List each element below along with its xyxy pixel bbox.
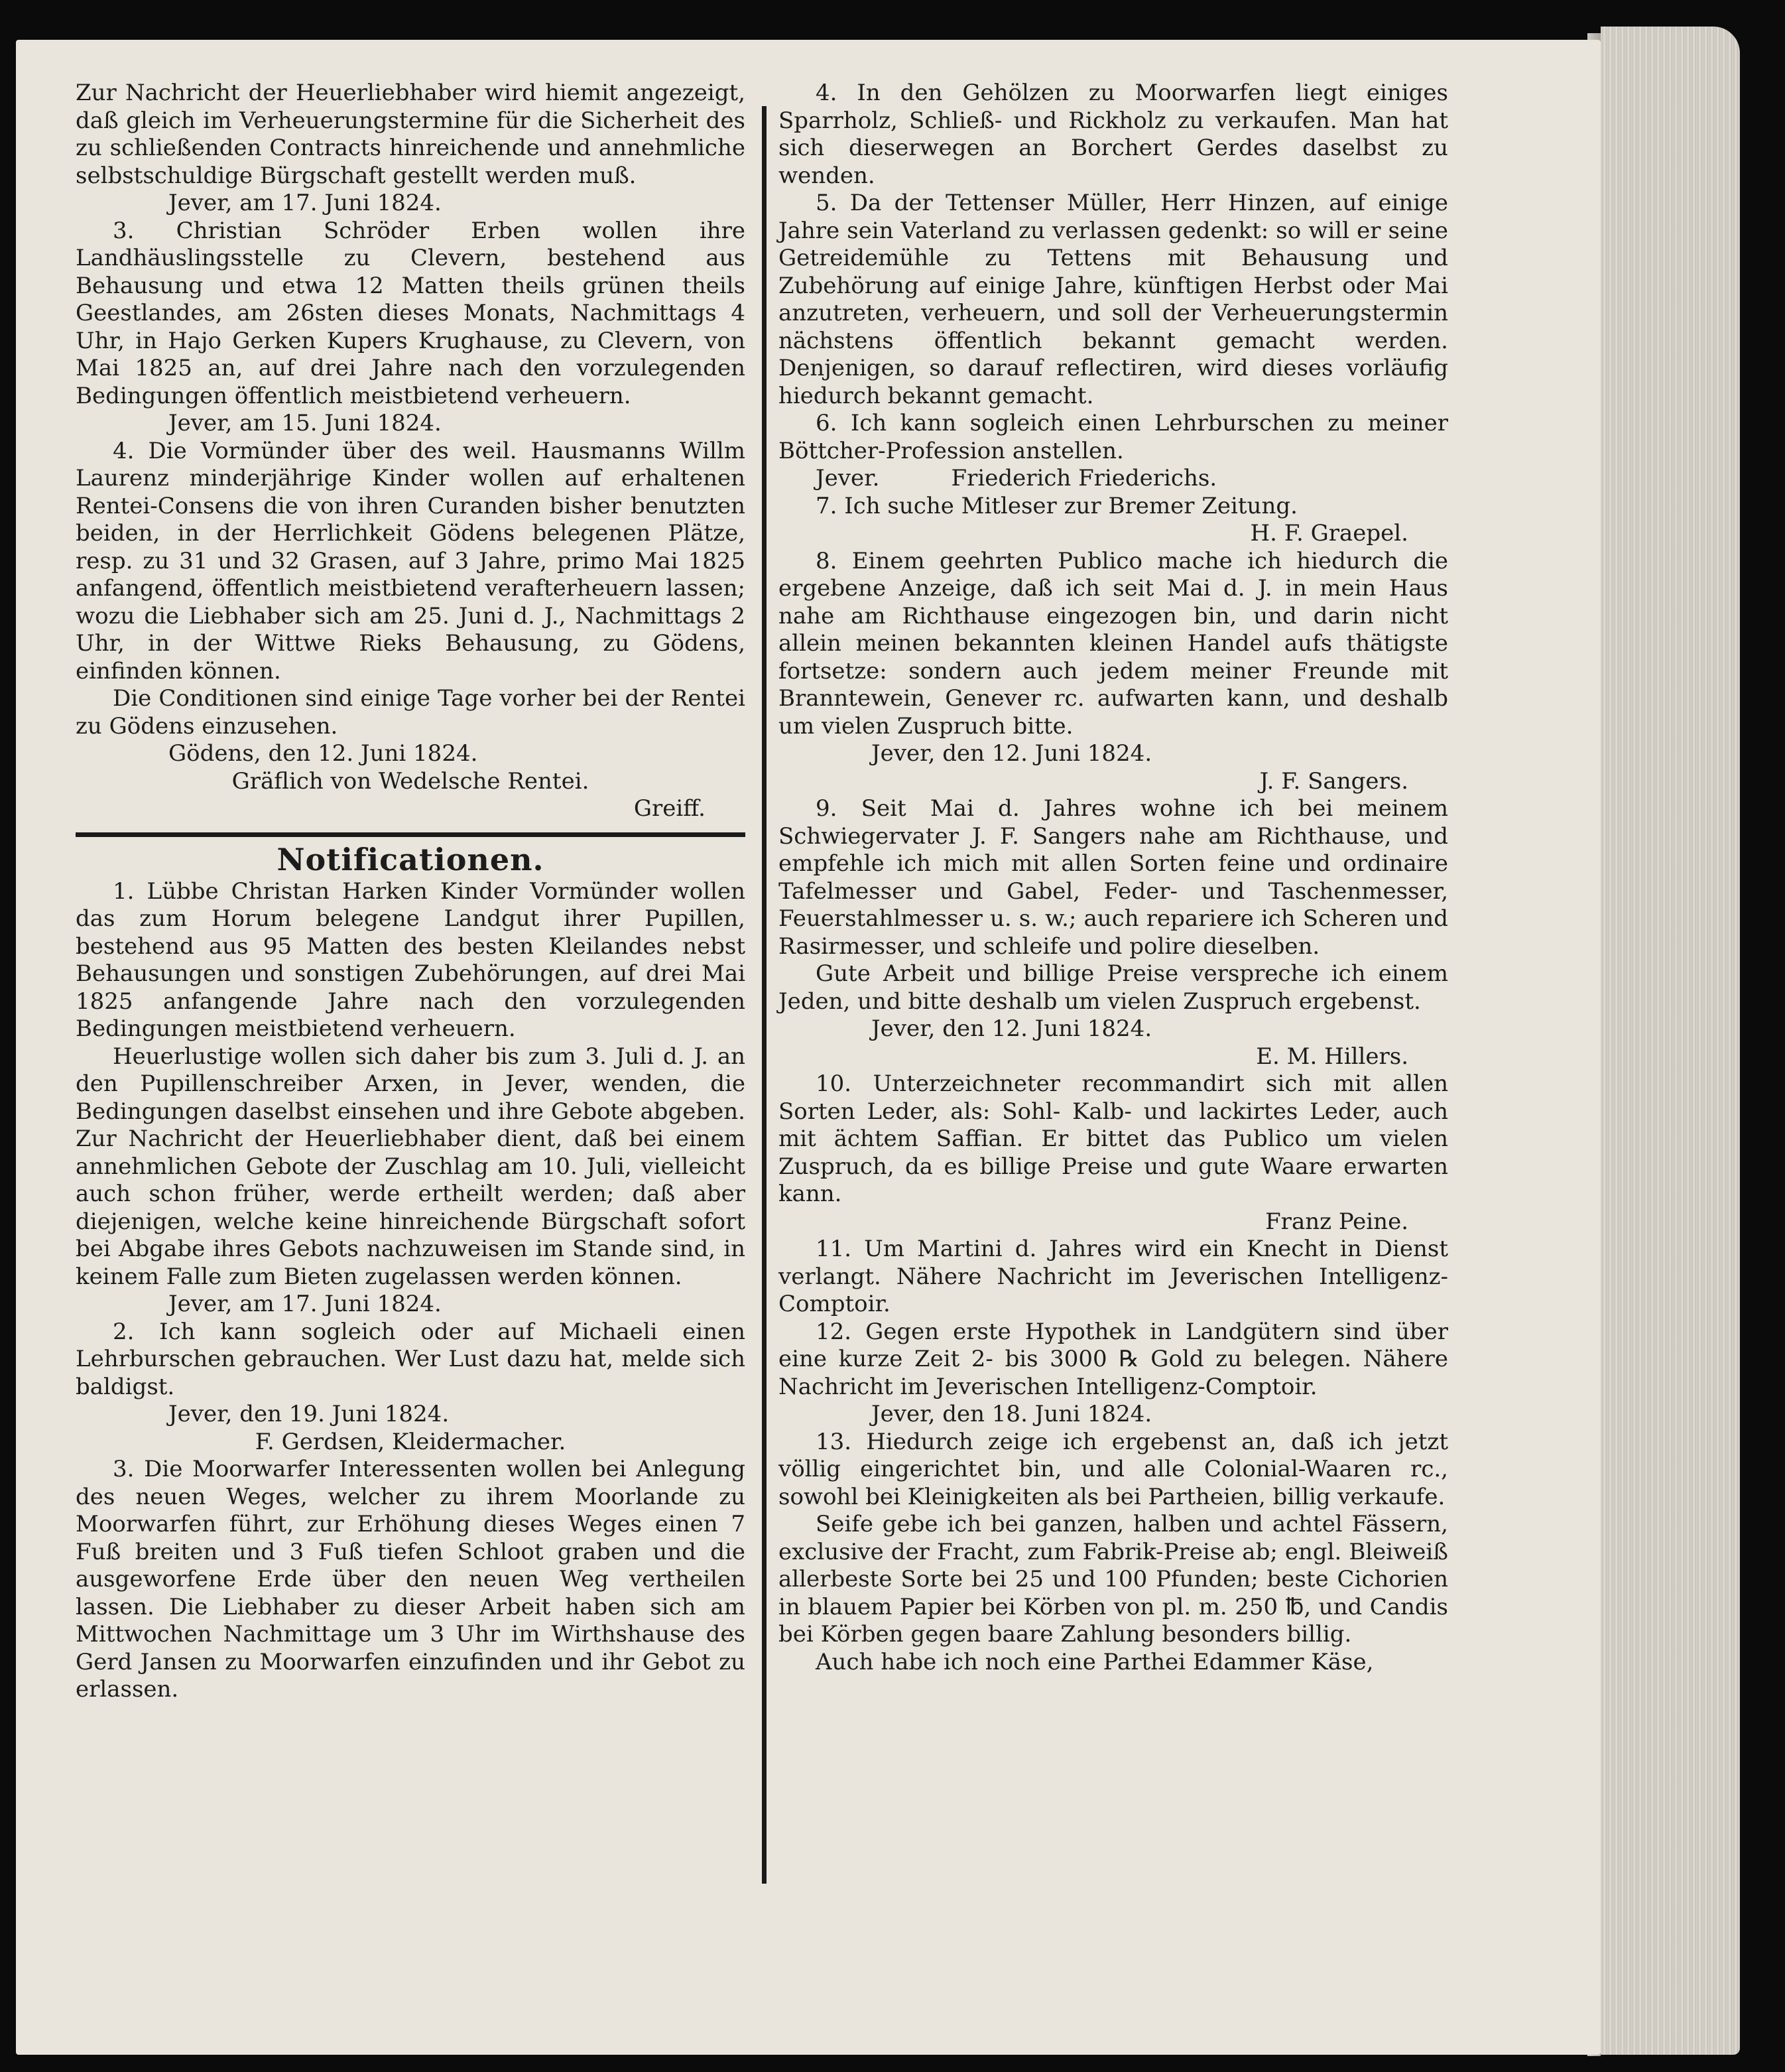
paragraph: 9. Seit Mai d. Jahres wohne ich bei meinem Schwiegervater J. F. Sangers nahe am Richthause, und empfehle ich mich mit allen Sorten feine und ordinaire Tafelmesser und Gabel, Feder- und Taschenmesser, Feuerstahlmesser u. s. w.; auch repariere ich Scheren und Rasirmesser, und schleife und polire dieselben. xyxy=(778,795,1448,960)
date-line: Jever, am 17. Juni 1824. xyxy=(168,190,442,216)
paragraph: Gute Arbeit und billige Preise verspreche ich einem Jeden, und bitte deshalb um vielen Zuspruch ergebenst. xyxy=(778,960,1448,1015)
paragraph: Heuerlustige wollen sich daher bis zum 3. Juli d. J. an den Pupillenschreiber Arxen, in Jever, wenden, die Bedingungen daselbst einsehen und ihre Gebote abgeben. Zur Nachricht der Heuerliebhaber dient, daß bei einem annehmlichen Gebote der Zuschlag am 10. Juli, vielleicht auch schon früher, werde ertheilt werden; daß aber diejenigen, welche keine hinreichende Bürgschaft sofort bei Abgabe ihres Gebots nachzuweisen im Stande sind, in keinem Falle zum Bieten zugelassen werden können. xyxy=(76,1043,745,1290)
paragraph: 11. Um Martini d. Jahres wird ein Knecht in Dienst verlangt. Nähere Nachricht im Jeverischen Intelligenz-Comptoir. xyxy=(778,1236,1448,1317)
signature: Franz Peine. xyxy=(1265,1208,1408,1235)
paragraph: 4. In den Gehölzen zu Moorwarfen liegt einiges Sparrholz, Schließ- und Rickholz zu verkaufen. Man hat sich dieserwegen an Borchert Gerdes daselbst zu wenden. xyxy=(778,80,1448,189)
paragraph: 2. Ich kann sogleich oder auf Michaeli einen Lehrburschen gebrauchen. Wer Lust dazu hat, melde sich baldigst. xyxy=(76,1318,745,1400)
date-line: Gödens, den 12. Juni 1824. xyxy=(168,740,478,767)
signature: Jever. Friederich Friederichs. xyxy=(816,465,1217,491)
column-divider xyxy=(762,106,767,1884)
signature: F. Gerdsen, Kleidermacher. xyxy=(255,1428,566,1455)
paragraph: 6. Ich kann sogleich einen Lehrburschen zu meiner Böttcher-Profession anstellen. xyxy=(778,410,1448,464)
page-edges xyxy=(1601,27,1740,2055)
signature: Gräflich von Wedelsche Rentei. xyxy=(231,767,589,795)
paragraph: 3. Die Moorwarfer Interessenten wollen bei Anlegung des neuen Weges, welcher zu ihrem Moorlande zu Moorwarfen führt, zur Erhöhung dieses Weges einen 7 Fuß breiten und 3 Fuß tiefen Schloot graben und die ausgeworfene Erde über den neuen Weg vertheilen lassen. Die Liebhaber zu dieser Arbeit haben sich am Mittwochen Nachmittage um 3 Uhr im Wirthshause des Gerd Jansen zu Moorwarfen einzufinden und ihr Gebot zu erlassen. xyxy=(76,1456,745,1703)
paragraph: Auch habe ich noch eine Parthei Edammer Käse, xyxy=(816,1648,1374,1675)
section-divider xyxy=(76,832,745,837)
signature: J. F. Sangers. xyxy=(1259,767,1408,795)
paragraph: 12. Gegen erste Hypothek in Landgütern sind über eine kurze Zeit 2- bis 3000 ℞ Gold zu belegen. Nähere Nachricht im Jeverischen Intelligenz-Comptoir. xyxy=(778,1318,1448,1400)
left-column xyxy=(76,80,745,1704)
date-line: Jever, den 12. Juni 1824. xyxy=(871,1015,1152,1042)
date-line: Jever, den 12. Juni 1824. xyxy=(871,740,1152,767)
newspaper-page xyxy=(16,40,1601,2055)
paragraph: 10. Unterzeichneter recommandirt sich mit allen Sorten Leder, als: Sohl- Kalb- und lackirtes Leder, auch mit ächtem Saffian. Er bittet das Publico um vielen Zuspruch, da es billige Preise und gute Waare erwarten kann. xyxy=(778,1070,1448,1207)
paragraph: 3. Christian Schröder Erben wollen ihre Landhäuslingsstelle zu Clevern, bestehend aus Behausung und etwa 12 Matten theils grünen theils Geestlandes, am 26sten dieses Monats, Nachmittags 4 Uhr, in Hajo Gerken Kupers Krughause, zu Clevern, von Mai 1825 an, auf drei Jahre nach den vorzulegenden Bedingungen öffentlich meistbietend verheuern. xyxy=(76,217,745,409)
paragraph: Seife gebe ich bei ganzen, halben und achtel Fässern, exclusive der Fracht, zum Fabrik-Preise ab; engl. Bleiweiß allerbeste Sorte bei 25 und 100 Pfunden; beste Cichorien in blauem Papier bei Körben von pl. m. 250 ℔, und Candis bei Körben gegen baare Zahlung besonders billig. xyxy=(778,1511,1448,1648)
paragraph: 5. Da der Tettenser Müller, Herr Hinzen, auf einige Jahre sein Vaterland zu verlassen gedenkt: so will er seine Getreidemühle zu Tettens mit Behausung und Zubehörung auf einige Jahre, künftigen Herbst oder Mai anzutreten, verheuern, und soll der Verheuerungstermin nächstens öffentlich bekannt gemacht werden. Denjenigen, so darauf reflectiren, wird dieses vorläufig hiedurch bekannt gemacht. xyxy=(778,190,1448,409)
paragraph: 13. Hiedurch zeige ich ergebenst an, daß ich jetzt völlig eingerichtet bin, und alle Colonial-Waaren rc., sowohl bei Kleinigkeiten als bei Partheien, billig verkaufe. xyxy=(778,1428,1448,1510)
paragraph: 7. Ich suche Mitleser zur Bremer Zeitung. xyxy=(816,492,1298,519)
signature: E. M. Hillers. xyxy=(1256,1043,1408,1070)
date-line: Jever, am 17. Juni 1824. xyxy=(168,1291,442,1317)
right-column xyxy=(778,80,1448,1676)
paragraph: 1. Lübbe Christan Harken Kinder Vormünder wollen das zum Horum belegene Landgut ihrer Pupillen, bestehend aus 95 Matten des besten Kleilandes nebst Behausungen und sonstigen Zubehörungen, auf drei Mai 1825 anfangende Jahre nach den vorzulegenden Bedingungen meistbietend verheuern. xyxy=(76,877,745,1042)
signature: H. F. Graepel. xyxy=(1250,520,1408,547)
date-line: Jever, den 18. Juni 1824. xyxy=(871,1401,1152,1427)
paragraph: Die Conditionen sind einige Tage vorher bei der Rentei zu Gödens einzusehen. xyxy=(76,685,745,740)
date-line: Jever, den 19. Juni 1824. xyxy=(168,1401,450,1427)
date-line: Jever, am 15. Juni 1824. xyxy=(168,410,442,436)
paragraph: 8. Einem geehrten Publico mache ich hiedurch die ergebene Anzeige, daß ich seit Mai d. J. in mein Haus nahe am Richthause eingezogen bin, und darin nicht allein meinen bekannten kleinen Handel aufs thätigste fortsetze: sondern auch jedem meiner Freunde mit Branntewein, Genever rc. aufwarten kann, und deshalb um vielen Zuspruch bitte. xyxy=(778,547,1448,740)
section-heading: Notificationen. xyxy=(277,841,544,877)
paragraph: Zur Nachricht der Heuerliebhaber wird hiemit angezeigt, daß gleich im Verheuerungstermine für die Sicherheit des zu schließenden Contracts hinreichende und annehmliche selbstschuldige Bürgschaft gestellt werden muß. xyxy=(76,80,745,189)
signature: Greiff. xyxy=(633,795,706,822)
paragraph: 4. Die Vormünder über des weil. Hausmanns Willm Laurenz minderjährige Kinder wollen auf erhaltenen Rentei-Consens die von ihren Curanden bisher benutzten beiden, in der Herrlichkeit Gödens belegenen Plätze, resp. zu 31 und 32 Grasen, auf 3 Jahre, primo Mai 1825 anfangend, öffentlich meistbietend verafterheuern lassen; wozu die Liebhaber sich am 25. Juni d. J., Nachmittags 2 Uhr, in der Wittwe Rieks Behausung, zu Gödens, einfinden können. xyxy=(76,437,745,684)
